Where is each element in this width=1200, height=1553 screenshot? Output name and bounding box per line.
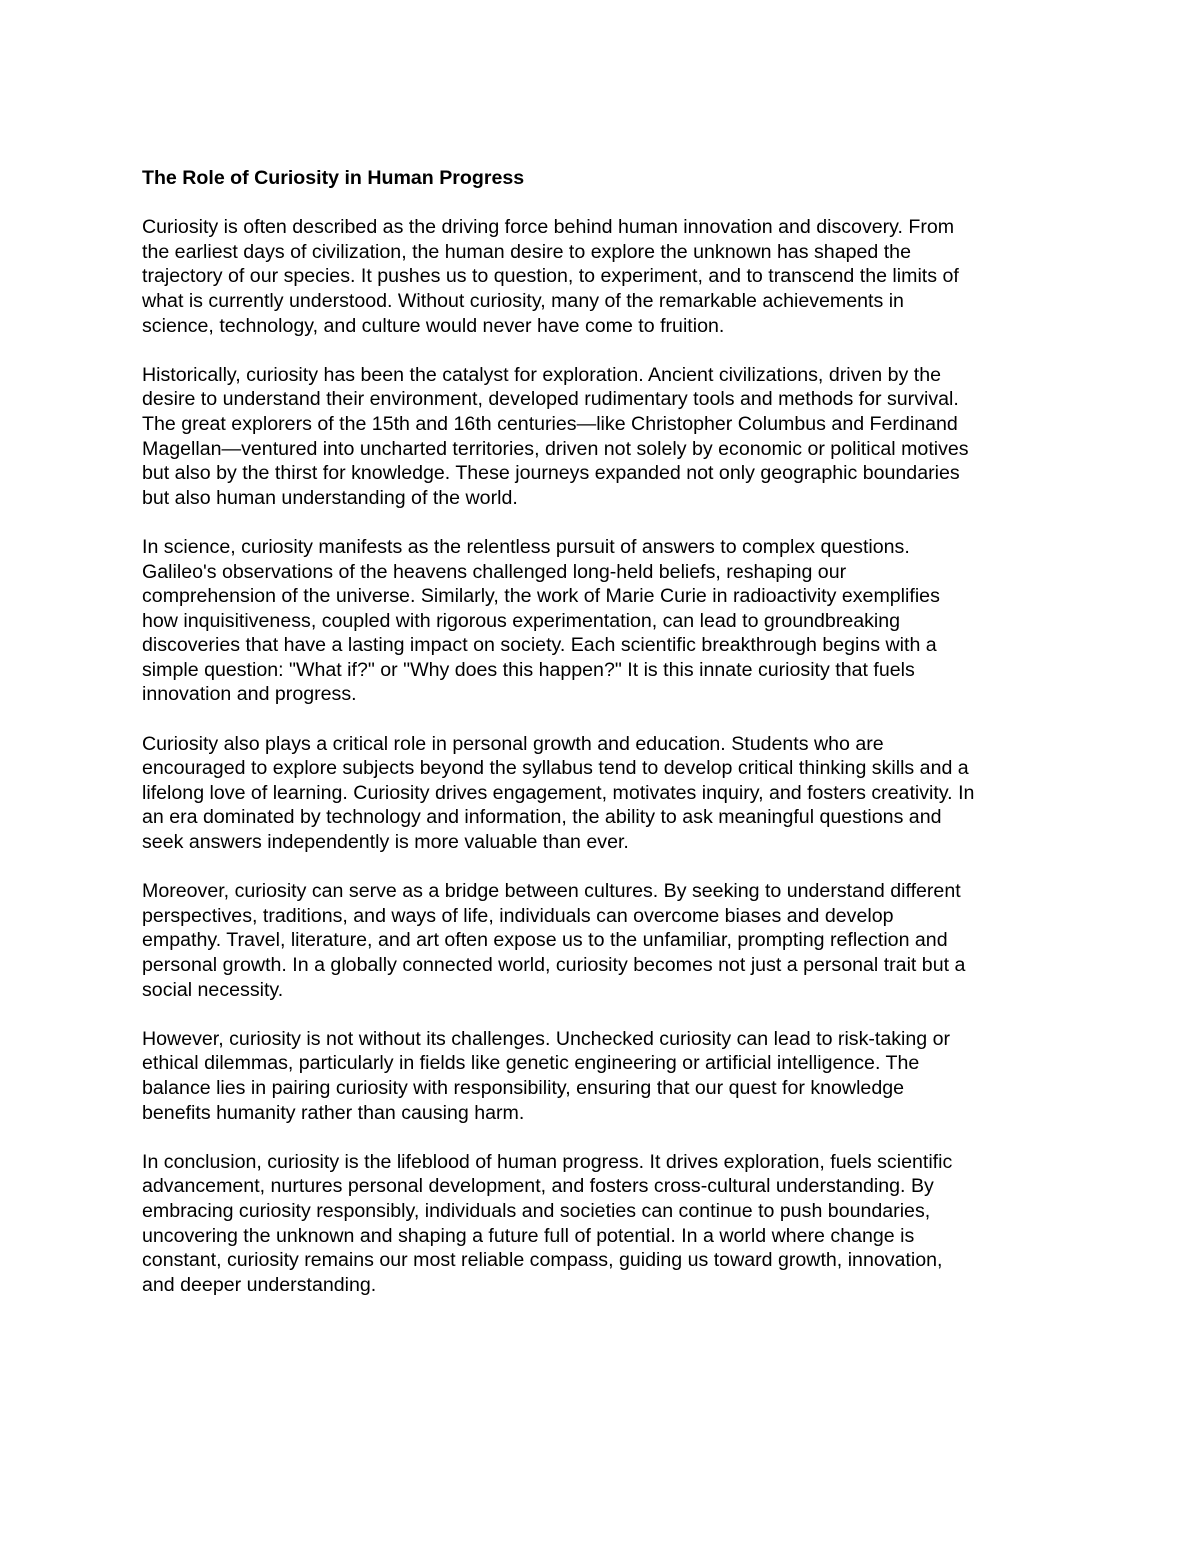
paragraph-line: but also by the thirst for knowledge. These journeys expanded not only geographic boundaries (142, 462, 960, 485)
paragraph-line: However, curiosity is not without its challenges. Unchecked curiosity can lead to risk-taking or (142, 1027, 951, 1050)
paragraph-5 (142, 879, 1072, 1002)
paragraph-line: perspectives, traditions, and ways of life, individuals can overcome biases and develop (142, 904, 894, 927)
paragraph-line: the earliest days of civilization, the human desire to explore the unknown has shaped the (142, 240, 911, 263)
paragraph-1 (142, 215, 1072, 338)
paragraph-line: Curiosity also plays a critical role in personal growth and education. Students who are (142, 732, 884, 755)
paragraph-line: trajectory of our species. It pushes us to question, to experiment, and to transcend the limits of (142, 265, 959, 288)
paragraph-line: lifelong love of learning. Curiosity drives engagement, motivates inquiry, and fosters creativity. In (142, 781, 975, 804)
paragraph-line: what is currently understood. Without curiosity, many of the remarkable achievements in (142, 289, 904, 312)
paragraph-3 (142, 535, 1072, 707)
paragraph-line: an era dominated by technology and information, the ability to ask meaningful questions and (142, 806, 942, 829)
paragraph-4 (142, 732, 1072, 855)
paragraph-line: seek answers independently is more valuable than ever. (142, 831, 629, 854)
paragraph-line: science, technology, and culture would never have come to fruition. (142, 314, 725, 337)
paragraph-line: benefits humanity rather than causing harm. (142, 1101, 525, 1124)
document-title: The Role of Curiosity in Human Progress (142, 167, 525, 189)
paragraph-line: social necessity. (142, 978, 284, 1001)
paragraph-line: ethical dilemmas, particularly in fields like genetic engineering or artificial intelligence. The (142, 1052, 920, 1075)
paragraph-line: empathy. Travel, literature, and art often expose us to the unfamiliar, prompting reflection and (142, 929, 948, 952)
paragraph-line: advancement, nurtures personal development, and fosters cross-cultural understanding. By (142, 1175, 934, 1198)
paragraph-line: but also human understanding of the world. (142, 486, 518, 509)
paragraph-line: discoveries that have a lasting impact on society. Each scientific breakthrough begins with a (142, 634, 937, 657)
paragraph-line: The great explorers of the 15th and 16th centuries—like Christopher Columbus and Ferdinand (142, 412, 958, 435)
paragraph-6 (142, 1027, 1072, 1125)
paragraph-line: personal growth. In a globally connected world, curiosity becomes not just a personal trait but a (142, 954, 966, 976)
paragraph-line: In conclusion, curiosity is the lifeblood of human progress. It drives exploration, fuels scientific (142, 1150, 953, 1173)
paragraph-2 (142, 363, 1072, 511)
paragraph-line: Historically, curiosity has been the catalyst for exploration. Ancient civilizations, driven by the (142, 363, 941, 386)
paragraph-7 (142, 1150, 1072, 1298)
paragraph-line: Magellan—ventured into uncharted territories, driven not solely by economic or political motives (142, 437, 969, 460)
paragraph-line: Moreover, curiosity can serve as a bridge between cultures. By seeking to understand different (142, 880, 961, 903)
paragraph-line: and deeper understanding. (142, 1273, 377, 1296)
paragraph-line: embracing curiosity responsibly, individuals and societies can continue to push boundaries, (142, 1199, 931, 1222)
paragraph-line: balance lies in pairing curiosity with responsibility, ensuring that our quest for knowledge (142, 1076, 905, 1099)
paragraph-line: simple question: "What if?" or "Why does this happen?" It is this innate curiosity that fuels (142, 658, 915, 681)
paragraph-line: innovation and progress. (142, 683, 357, 706)
paragraph-line: In science, curiosity manifests as the relentless pursuit of answers to complex questions. (142, 535, 910, 558)
paragraph-line: constant, curiosity remains our most reliable compass, guiding us toward growth, innovation, (142, 1249, 943, 1272)
paragraph-line: how inquisitiveness, coupled with rigorous experimentation, can lead to groundbreaking (142, 609, 901, 632)
paragraph-line: uncovering the unknown and shaping a future full of potential. In a world where change is (142, 1224, 915, 1247)
paragraph-line: comprehension of the universe. Similarly, the work of Marie Curie in radioactivity exemplifies (142, 585, 940, 608)
paragraph-line: desire to understand their environment, developed rudimentary tools and methods for survival. (142, 388, 959, 411)
document-body (142, 166, 1072, 1322)
paragraph-line: Galileo's observations of the heavens challenged long-held beliefs, reshaping our (142, 560, 847, 583)
paragraph-line: Curiosity is often described as the driving force behind human innovation and discovery. From (142, 216, 955, 239)
paragraph-line: encouraged to explore subjects beyond the syllabus tend to develop critical thinking skills and a (142, 757, 969, 780)
